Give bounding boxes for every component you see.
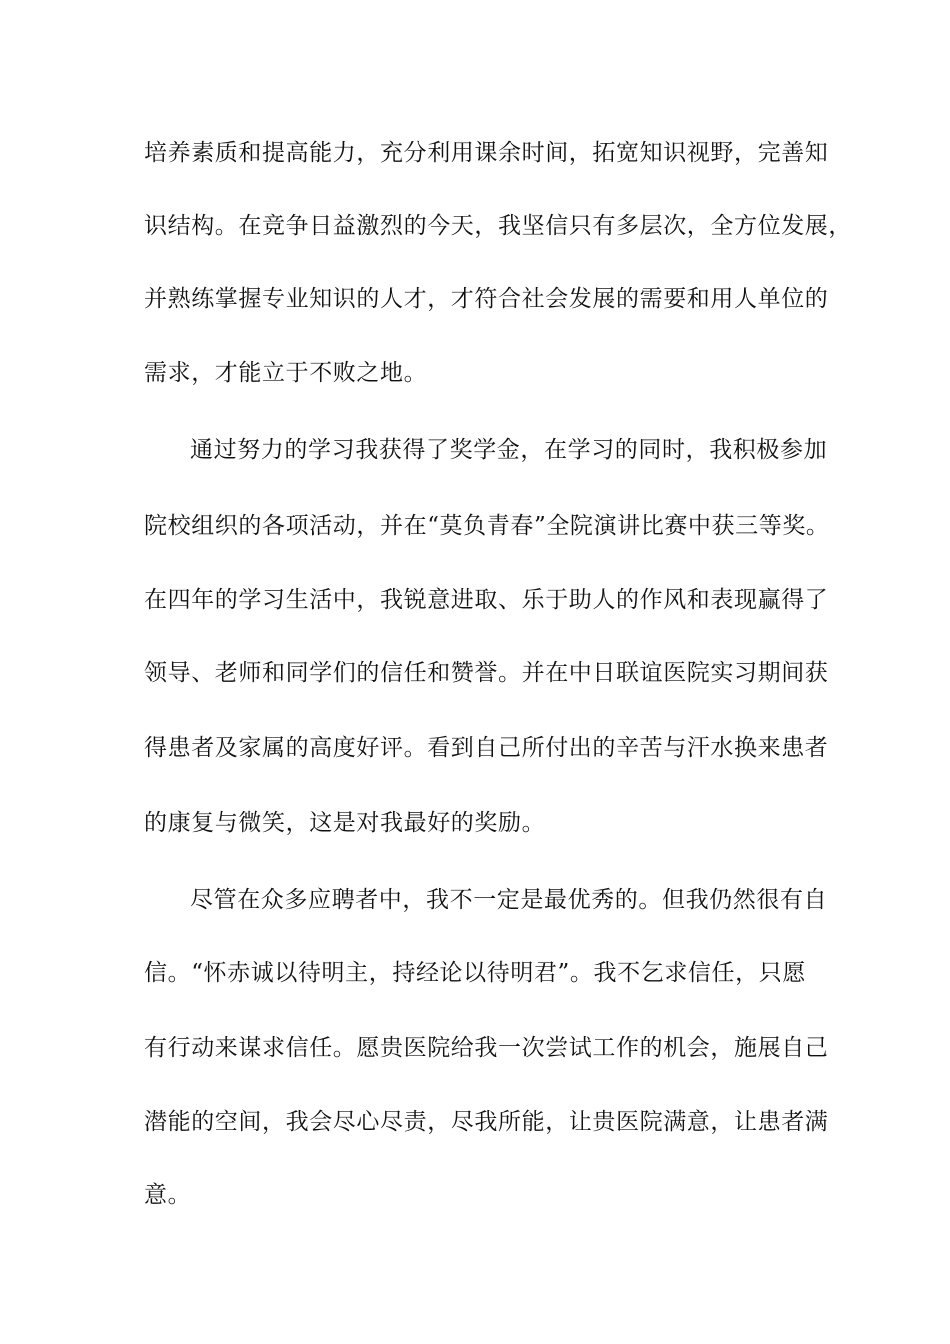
paragraph-2-line-6: 的康复与微笑，这是对我最好的奖励。 xyxy=(144,810,546,836)
paragraph-3-line-1: 尽管在众多应聘者中，我不一定是最优秀的。但我仍然很有自 xyxy=(190,887,828,913)
paragraph-2-line-2: 院校组织的各项活动，并在“莫负青春”全院演讲比赛中获三等奖。 xyxy=(144,513,830,539)
paragraph-2-line-4: 领导、老师和同学们的信任和赞誉。并在中日联谊医院实习期间获 xyxy=(144,660,829,686)
paragraph-3-line-2: 信。“怀赤诚以待明主，持经论以待明君”。我不乞求信任，只愿 xyxy=(144,960,806,986)
paragraph-3-line-3: 有行动来谋求信任。愿贵医院给我一次尝试工作的机会，施展自己 xyxy=(144,1035,829,1061)
paragraph-2-line-3: 在四年的学习生活中，我锐意进取、乐于助人的作风和表现赢得了 xyxy=(144,587,829,613)
paragraph-3-line-4: 潜能的空间，我会尽心尽责，尽我所能，让贵医院满意，让患者满 xyxy=(144,1109,829,1135)
paragraph-2-line-1: 通过努力的学习我获得了奖学金，在学习的同时，我积极参加 xyxy=(190,437,828,463)
paragraph-1-line-2: 识结构。在竞争日益激烈的今天，我坚信只有多层次，全方位发展， xyxy=(144,213,852,239)
paragraph-1-line-1: 培养素质和提高能力，充分利用课余时间，拓宽知识视野，完善知 xyxy=(144,140,829,166)
paragraph-1-line-4: 需求，才能立于不败之地。 xyxy=(144,360,428,386)
paragraph-3-line-5: 意。 xyxy=(144,1182,192,1208)
paragraph-1-line-3: 并熟练掌握专业知识的人才，才符合社会发展的需要和用人单位的 xyxy=(144,286,829,312)
paragraph-2-line-5: 得患者及家属的高度好评。看到自己所付出的辛苦与汗水换来患者 xyxy=(144,735,829,761)
